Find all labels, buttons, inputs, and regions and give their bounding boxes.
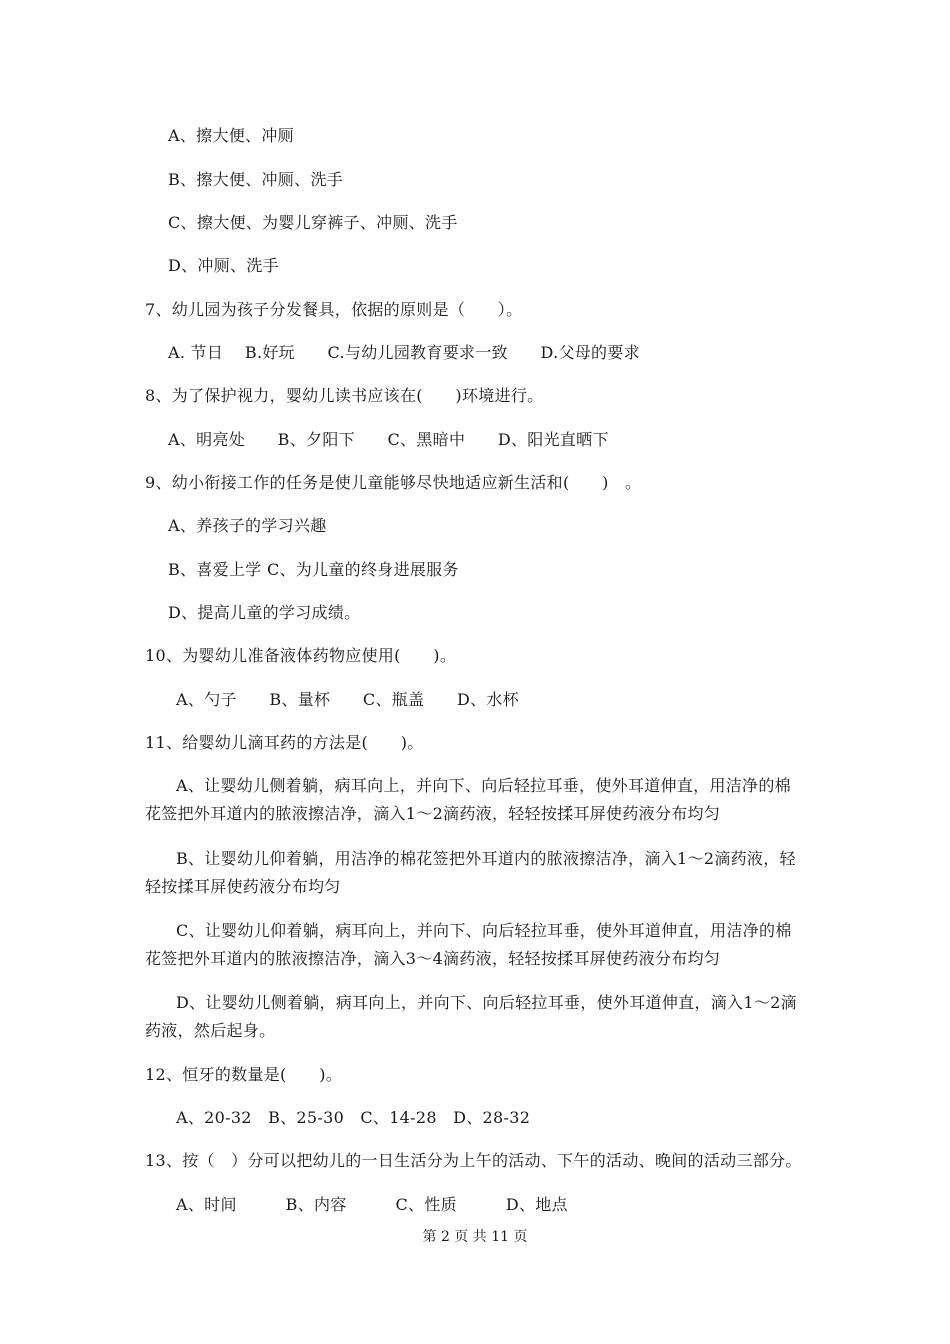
option-11a-line1: A、让婴幼儿侧着躺，病耳向上，并向下、向后轻拉耳垂，使外耳道伸直，用洁净的棉 <box>176 776 791 795</box>
option-11b-line2: 轻按揉耳屏使药液分布均匀 <box>145 877 341 896</box>
question-8: 8、为了保护视力，婴幼儿读书应该在( )环境进行。 <box>145 386 544 405</box>
question-10: 10、为婴幼儿准备液体药物应使用( )。 <box>145 646 457 665</box>
question-12: 12、恒牙的数量是( )。 <box>145 1065 343 1084</box>
option-6b: B、擦大便、冲厕、洗手 <box>168 170 344 189</box>
question-13: 13、按（ ）分可以把幼儿的一日生活分为上午的活动、下午的活动、晚间的活动三部分。 <box>145 1151 802 1170</box>
question-9: 9、幼小衔接工作的任务是使儿童能够尽快地适应新生活和( ) 。 <box>145 473 642 492</box>
options-12: A、20-32 B、25-30 C、14-28 D、28-32 <box>176 1108 531 1127</box>
option-11c-line1: C、让婴幼儿仰着躺，病耳向上，并向下、向后轻拉耳垂，使外耳道伸直，用洁净的棉 <box>176 921 792 940</box>
option-9d: D、提高儿童的学习成绩。 <box>168 603 361 622</box>
question-7: 7、幼儿园为孩子分发餐具，依据的原则是（ ）。 <box>145 300 523 319</box>
page-number-footer: 第 2 页 共 11 页 <box>422 1229 528 1245</box>
option-6a: A、擦大便、冲厕 <box>168 126 294 145</box>
question-11: 11、给婴幼儿滴耳药的方法是( )。 <box>145 733 424 752</box>
option-11d-line2: 药液，然后起身。 <box>145 1021 276 1040</box>
option-11d-line1: D、让婴幼儿侧着躺，病耳向上，并向下、向后轻拉耳垂，使外耳道伸直，滴入1～2滴 <box>176 993 797 1012</box>
option-6c: C、擦大便、为婴儿穿裤子、冲厕、洗手 <box>168 213 458 232</box>
options-8: A、明亮处 B、夕阳下 C、黑暗中 D、阳光直晒下 <box>168 430 609 449</box>
option-6d: D、冲厕、洗手 <box>168 256 279 275</box>
option-11a-line2: 花签把外耳道内的脓液擦洁净，滴入1～2滴药液，轻轻按揉耳屏使药液分布均匀 <box>145 804 721 823</box>
options-7: A. 节日 B.好玩 C.与幼儿园教育要求一致 D.父母的要求 <box>168 343 640 362</box>
options-10: A、勺子 B、量杯 C、瓶盖 D、水杯 <box>176 690 519 709</box>
option-11b-line1: B、让婴幼儿仰着躺，用洁净的棉花签把外耳道内的脓液擦洁净，滴入1～2滴药液，轻 <box>176 849 796 868</box>
option-11c-line2: 花签把外耳道内的脓液擦洁净，滴入3～4滴药液，轻轻按揉耳屏使药液分布均匀 <box>145 949 721 968</box>
option-9a: A、养孩子的学习兴趣 <box>168 516 327 535</box>
option-9bc: B、喜爱上学 C、为儿童的终身进展服务 <box>168 560 459 579</box>
options-13: A、时间 B、内容 C、性质 D、地点 <box>176 1195 568 1214</box>
